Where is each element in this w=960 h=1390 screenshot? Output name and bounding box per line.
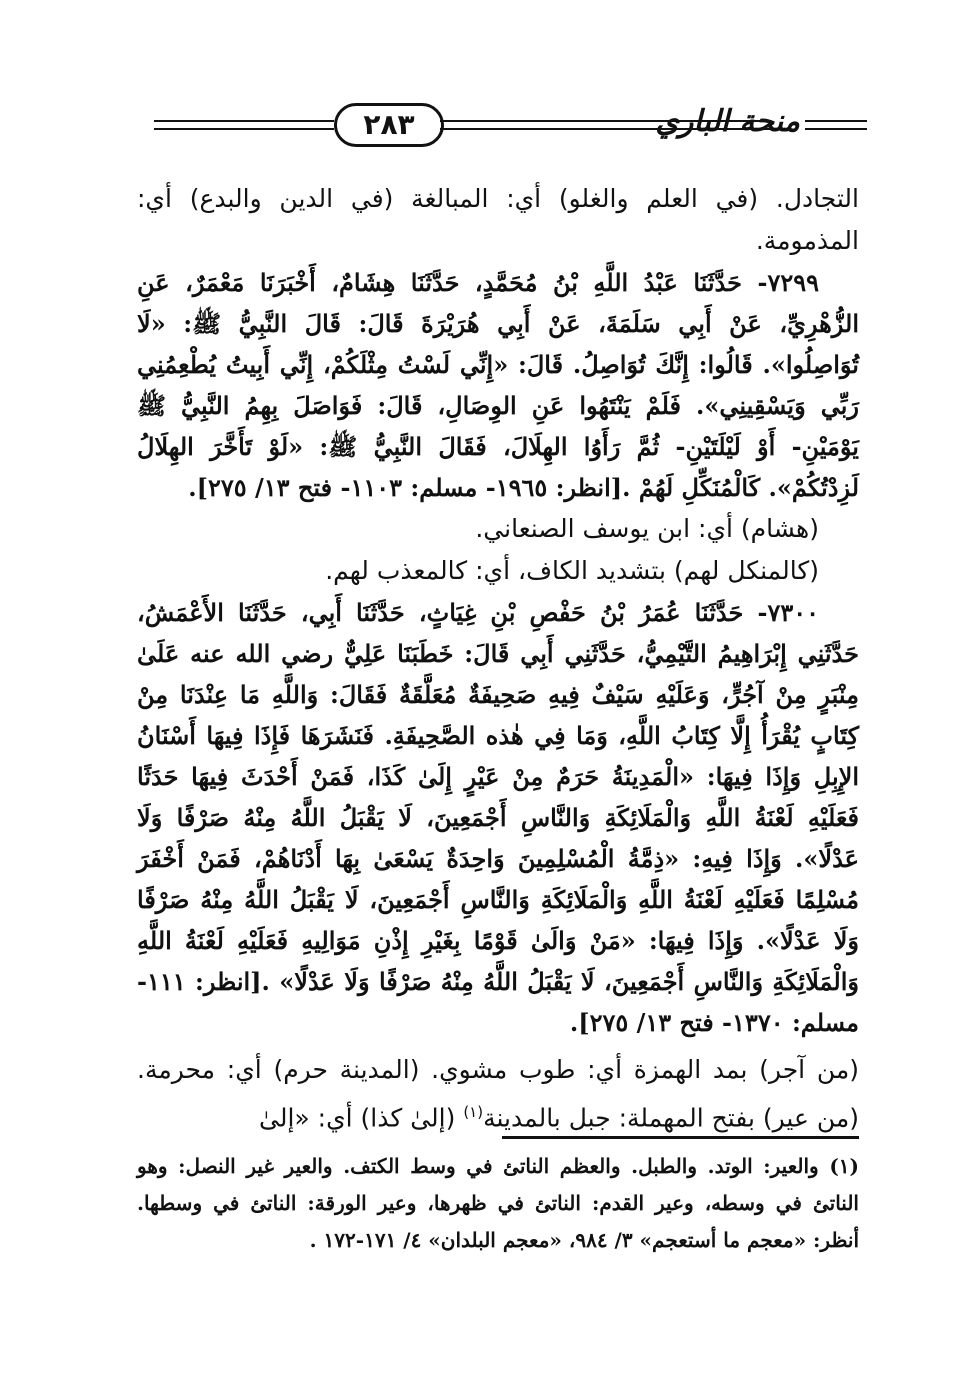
footnote-reference: (١) bbox=[463, 1103, 484, 1121]
commentary-paragraph: (كالمنكل لهم) بتشديد الكاف، أي: كالمعذب لهم. bbox=[325, 556, 819, 585]
commentary-paragraph: التجادل. (في العلم والغلو) أي: المبالغة (في الدين والبدع) أي: المذمومة. bbox=[137, 184, 859, 255]
page-header bbox=[150, 100, 870, 150]
book-title: منحة الباري bbox=[655, 104, 800, 139]
hadith-7299: ٧٢٩٩- حَدَّثَنَا عَبْدُ اللَّهِ بْنُ مُحَمَّدٍ، حَدَّثَنَا هِشَامٌ، أَخْبَرَنَا مَعْمَرٌ، عَنِ الزُّهْرِيِّ، عَنْ أَبِي سَلَمَةَ، عَنْ أَبِي هُرَيْرَةَ قَالَ: قَالَ النَّبِيُّ ﷺ: «لَا تُوَاصِلُوا». قَالُوا: إِنَّكَ تُوَاصِلُ. قَالَ: «إِنِّي لَسْتُ مِثْلَكُمْ، إِنِّي أَبِيتُ يُطْعِمُنِي رَبِّي وَيَسْقِينِي». فَلَمْ يَنْتَهُوا عَنِ الوِصَالِ، قَالَ: فَوَاصَلَ بِهِمُ النَّبِيُّ ﷺ يَوْمَيْنِ- أَوْ لَيْلَتَيْنِ- ثُمَّ رَأَوُا الهِلَالَ، فَقَالَ النَّبِيُّ ﷺ: «لَوْ تَأَخَّرَ الهِلَالُ لَزِدْتُكُمْ». كَالْمُنَكِّلِ لَهُمْ .[انظر: ١٩٦٥- مسلم: ١١٠٣- فتح ١٣/ ٢٧٥]. bbox=[137, 268, 859, 502]
header-rule-left bbox=[154, 120, 334, 130]
page-number: ٢٨٣ bbox=[334, 103, 444, 147]
header-rule-right bbox=[805, 120, 867, 130]
commentary-paragraph: (هشام) أي: ابن يوسف الصنعاني. bbox=[475, 514, 819, 543]
commentary-paragraph bbox=[137, 1049, 859, 1139]
commentary-text: (من آجر) بمد الهمزة أي: طوب مشوي. (المدينة حرم) أي: محرمة. (من عير) بفتح المهملة: جبل بالمدينة bbox=[137, 1055, 859, 1133]
footnote-1: (١) والعير: الوتد. والطبل. والعظم الناتئ في وسط الكتف. والعير غير النصل: وهو الناتئ في وسطه، وعير القدم: الناتئ في ظهرها، وعير الورقة: الناتئ في وسطها. أنظر: «معجم ما أستعجم» ٣/ ٩٨٤، «معجم البلدان» ٤/ ١٧١-١٧٢ . bbox=[137, 1154, 859, 1252]
page-body bbox=[137, 178, 859, 1139]
footnote-divider bbox=[502, 1136, 859, 1139]
hadith-7300: ٧٣٠٠- حَدَّثَنَا عُمَرُ بْنُ حَفْصِ بْنِ غِيَاثٍ، حَدَّثَنَا أَبِي، حَدَّثَنَا الأَعْمَشُ، حَدَّثَنِي إِبْرَاهِيمُ التَّيْمِيُّ، حَدَّثَنِي أَبِي قَالَ: خَطَبَنَا عَلِيٌّ رضي الله عنه عَلَىٰ مِنْبَرٍ مِنْ آجُرٍّ، وَعَلَيْهِ سَيْفٌ فِيهِ صَحِيفَةٌ مُعَلَّقَةٌ فَقَالَ: وَاللَّهِ مَا عِنْدَنَا مِنْ كِتَابٍ يُقْرَأُ إِلَّا كِتَابُ اللَّهِ، وَمَا فِي هٰذه الصَّحِيفَةِ. فَنَشَرَهَا فَإِذَا فِيهَا أَسْنَانُ الإِبِلِ وَإِذَا فِيهَا: «الْمَدِينَةُ حَرَمٌ مِنْ عَيْرٍ إِلَىٰ كَذَا، فَمَنْ أَحْدَثَ فِيهَا حَدَثًا فَعَلَيْهِ لَعْنَةُ اللَّهِ وَالْمَلَائِكَةِ وَالنَّاسِ أَجْمَعِينَ، لَا يَقْبَلُ اللَّهُ مِنْهُ صَرْفًا وَلَا عَدْلًا». وَإِذَا فِيهِ: «ذِمَّةُ الْمُسْلِمِينَ وَاحِدَةٌ يَسْعَىٰ بِهَا أَدْنَاهُمْ، فَمَنْ أَخْفَرَ مُسْلِمًا فَعَلَيْهِ لَعْنَةُ اللَّهِ وَالْمَلَائِكَةِ وَالنَّاسِ أَجْمَعِينَ، لَا يَقْبَلُ اللَّهُ مِنْهُ صَرْفًا وَلَا عَدْلًا». وَإِذَا فِيهَا: «مَنْ وَالَىٰ قَوْمًا بِغَيْرِ إِذْنِ مَوَالِيهِ فَعَلَيْهِ لَعْنَةُ اللَّهِ وَالْمَلَائِكَةِ وَالنَّاسِ أَجْمَعِينَ، لَا يَقْبَلُ اللَّهُ مِنْهُ صَرْفًا وَلَا عَدْلًا» .[انظر: ١١١- مسلم: ١٣٧٠- فتح ١٣/ ٢٧٥]. bbox=[137, 598, 859, 1037]
footnotes bbox=[137, 1148, 859, 1259]
commentary-text: (إلىٰ كذا) أي: «إلىٰ bbox=[259, 1103, 464, 1133]
